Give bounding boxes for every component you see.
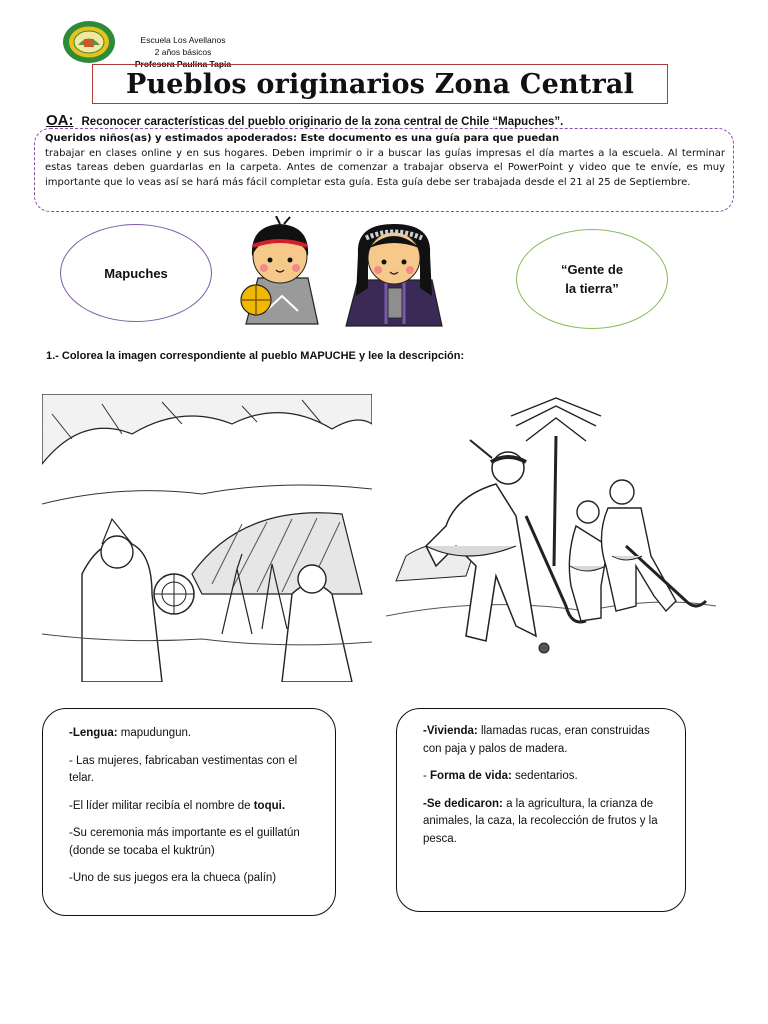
- school-name: Escuela Los Avellanos: [140, 35, 226, 45]
- girl-figure: [346, 224, 442, 326]
- description-box-right: [396, 708, 686, 912]
- oval-gente-de-la-tierra: [516, 229, 668, 329]
- oval-right-line2: la tierra”: [565, 281, 619, 296]
- title-box: [92, 64, 668, 104]
- school-logo: [62, 20, 116, 64]
- desc-dedicaron: [423, 796, 665, 849]
- forma-prefix: -: [423, 770, 431, 782]
- notice-body: trabajar en clases online y en sus hogares. Deben imprimir o ir a buscar las guías impresas el día martes a la escuela. Al terminar estas tareas deben guardarlas en la carpeta. Antes de comenzar a trabajar observa el PowerPoint y video que te envíe, es muy importante que lo veas así se hará más fácil completar esta guía. Esta guía debe ser trabajada desde el 21 al 25 de Septiembre.: [45, 147, 725, 188]
- forma-label: Forma de vida:: [430, 770, 512, 782]
- desc-lider: [69, 798, 315, 816]
- boy-figure: [241, 216, 318, 324]
- mapuche-ceremony-illustration: [42, 394, 372, 682]
- parents-notice: [34, 128, 734, 212]
- lengua-label: -Lengua:: [69, 727, 118, 739]
- chueca-players-illustration: [386, 396, 716, 680]
- desc-ceremonia: -Su ceremonia más importante es el guillatún (donde se tocaba el kuktrún): [69, 827, 300, 857]
- desc-vestimentas: - Las mujeres, fabricaban vestimentas con el telar.: [69, 754, 298, 784]
- vivienda-text: llamadas rucas, eran construidas con paja y palos de madera.: [423, 725, 650, 755]
- question-1: 1.- Colorea la imagen correspondiente al pueblo MAPUCHE y lee la descripción:: [46, 350, 465, 362]
- vivienda-label: -Vivienda:: [423, 725, 478, 737]
- oval-mapuches: [60, 224, 212, 322]
- desc-vivienda: [423, 723, 665, 758]
- oa-text: Reconocer características del pueblo originario de la zona central de Chile “Mapuches”.: [81, 116, 564, 128]
- oval-mapuches-label: Mapuches: [104, 265, 168, 281]
- dedicaron-label: -Se dedicaron:: [423, 797, 503, 810]
- desc-juegos: -Uno de sus juegos era la chueca (palín): [69, 872, 277, 884]
- forma-text: sedentarios.: [511, 770, 578, 782]
- toqui-word: toqui.: [253, 799, 286, 812]
- page-title: Pueblos originarios Zona Central: [125, 68, 635, 100]
- dedicaron-text: a la agricultura, la crianza de animales, la caza, la recolección de frutos y la pesca.: [423, 797, 658, 845]
- notice-lead: Queridos niños(as) y estimados apoderados: Este documento es una guía para que puedan: [45, 133, 560, 144]
- lengua-text: mapudungun.: [117, 727, 192, 739]
- lider-text: -El líder militar recibía el nombre de: [69, 799, 254, 812]
- learning-objective: [46, 112, 563, 129]
- mapuche-children-illustration: [236, 216, 456, 332]
- desc-forma-de-vida: [423, 768, 665, 786]
- oval-right-line1: “Gente de: [560, 262, 624, 277]
- desc-lengua: [69, 725, 315, 743]
- oa-label: OA:: [46, 112, 74, 129]
- grade-level: 2 años básicos: [154, 47, 212, 57]
- description-box-left: [42, 708, 336, 916]
- teacher-name: Profesora Paulina Tapia: [134, 59, 232, 69]
